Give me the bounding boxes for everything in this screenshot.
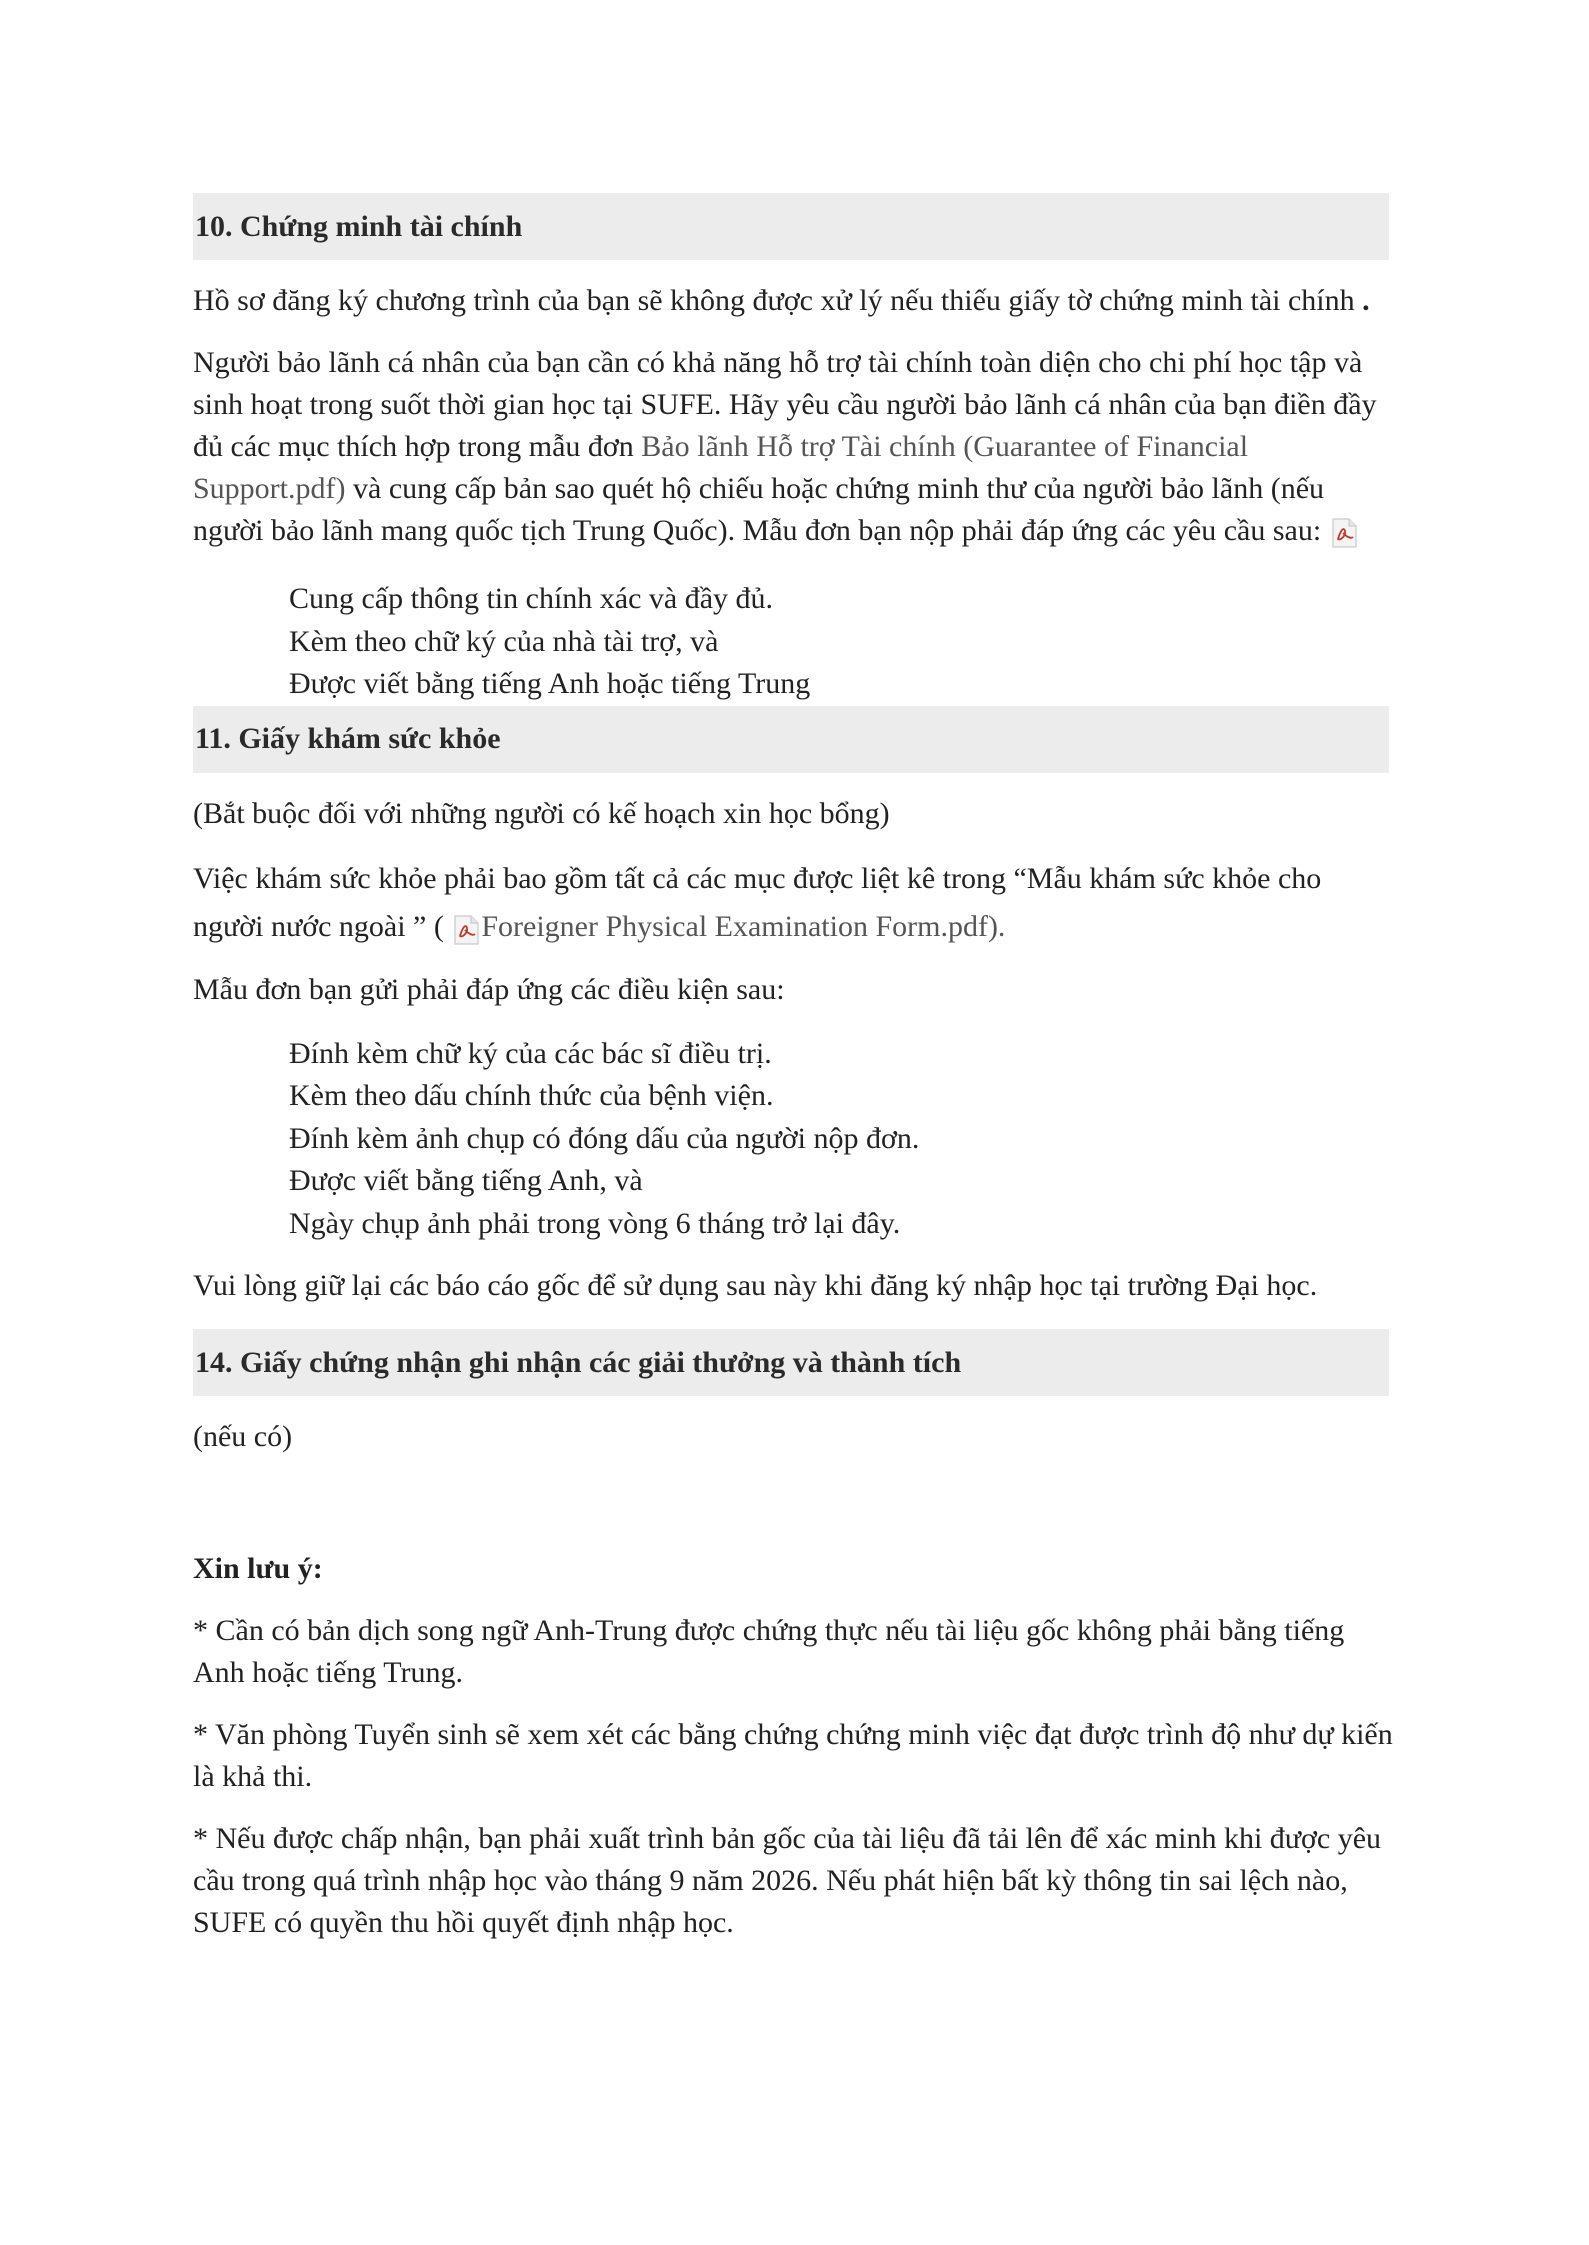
section-10-title: 10. Chứng minh tài chính	[195, 209, 523, 243]
notes-item: * Cần có bản dịch song ngữ Anh-Trung được chứng thực nếu tài liệu gốc không phải bằng tiếng Anh hoặc tiếng Trung.	[193, 1614, 1345, 1689]
section-11-para-1: Việc khám sức khỏe phải bao gồm tất cả các mục được liệt kê trong “Mẫu khám sức khỏe cho người nước ngoài ” ( Foreigner Physical Examination Form.pdf).	[193, 855, 1393, 951]
section-10-para-2: Người bảo lãnh cá nhân của bạn cần có khả năng hỗ trợ tài chính toàn diện cho chi phí học tập và sinh hoạt trong suốt thời gian học tại SUFE. Hãy yêu cầu người bảo lãnh cá nhân của bạn điền đầy đủ các mục thích hợp trong mẫu đơn Bảo lãnh Hỗ trợ Tài chính (Guarantee of Financial Support.pdf) và cung cấp bản sao quét hộ chiếu hoặc chứng minh thư của người bảo lãnh (nếu người bảo lãnh mang quốc tịch Trung Quốc). Mẫu đơn bạn nộp phải đáp ứng các yêu cầu sau:	[193, 342, 1393, 552]
section-11-heading	[193, 706, 1389, 773]
physical-exam-form-link[interactable]: Foreigner Physical Examination Form.pdf).	[481, 909, 1006, 943]
list-item: Đính kèm chữ ký của các bác sĩ điều trị.	[289, 1036, 772, 1070]
section-11-closing: Vui lòng giữ lại các báo cáo gốc để sử dụng sau này khi đăng ký nhập học tại trường Đại học.	[193, 1269, 1318, 1302]
list-item: Được viết bằng tiếng Anh, và	[289, 1164, 643, 1197]
section-14-note: (nếu có)	[193, 1420, 293, 1453]
guarantee-form-link[interactable]: Bảo lãnh Hỗ trợ Tài chính (Guarantee of Financial Support.pdf)	[193, 430, 1249, 505]
section-10-para-1: Hồ sơ đăng ký chương trình của bạn sẽ không được xử lý nếu thiếu giấy tờ chứng minh tài chính .	[193, 284, 1370, 317]
pdf-file-icon[interactable]	[1329, 517, 1359, 549]
notes-item: * Nếu được chấp nhận, bạn phải xuất trình bản gốc của tài liệu đã tải lên để xác minh khi được yêu cầu trong quá trình nhập học vào tháng 9 năm 2026. Nếu phát hiện bất kỳ thông tin sai lệch nào, SUFE có quyền thu hồi quyết định nhập học.	[193, 1822, 1382, 1939]
list-item: Kèm theo chữ ký của nhà tài trợ, và	[289, 624, 719, 658]
section-10-heading	[193, 193, 1389, 260]
list-item: Đính kèm ảnh chụp có đóng dấu của người nộp đơn.	[289, 1121, 920, 1155]
section-10-requirements	[193, 578, 1393, 706]
list-item: Được viết bằng tiếng Anh hoặc tiếng Trung	[289, 667, 811, 700]
notes-title: Xin lưu ý:	[193, 1552, 323, 1585]
section-11-requirements	[193, 1033, 1393, 1246]
document-page	[193, 193, 1393, 1944]
section-11-title: 11. Giấy khám sức khỏe	[195, 722, 501, 755]
section-11-note: (Bắt buộc đối với những người có kế hoạch xin học bổng)	[193, 796, 890, 830]
section-14-heading	[193, 1329, 1389, 1396]
notes-item: * Văn phòng Tuyển sinh sẽ xem xét các bằng chứng chứng minh việc đạt được trình độ như dự kiến là khả thi.	[193, 1718, 1393, 1793]
section-14-title: 14. Giấy chứng nhận ghi nhận các giải thưởng và thành tích	[195, 1345, 962, 1379]
list-item: Kèm theo dấu chính thức của bệnh viện.	[289, 1079, 774, 1112]
list-item: Ngày chụp ảnh phải trong vòng 6 tháng trở lại đây.	[289, 1206, 901, 1240]
list-item: Cung cấp thông tin chính xác và đầy đủ.	[289, 582, 774, 615]
pdf-file-icon[interactable]	[451, 913, 481, 945]
section-11-para-2: Mẫu đơn bạn gửi phải đáp ứng các điều kiện sau:	[193, 972, 785, 1006]
